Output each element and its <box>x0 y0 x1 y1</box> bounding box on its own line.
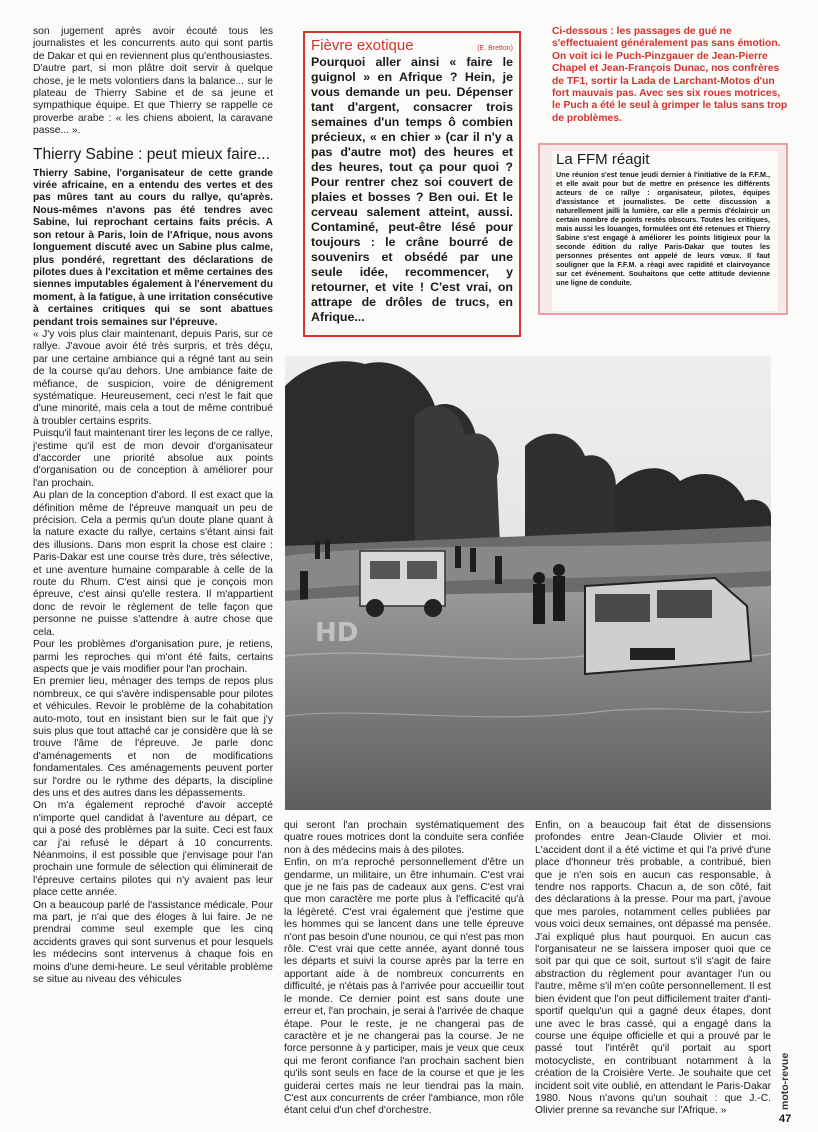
col1-para: On a beaucoup parlé de l'assistance médicale. Pour ma part, je n'ai que des éloges à lui faire. Je ne prendrai comme seul exemple que les cinq accidents graves qui sont survenus et pour lesquels les médecins sont intervenus à chaque fois en moins d'une demi-heure. Le seul véritable problème se situe au niveau des véhicules <box>33 899 273 986</box>
ffm-box <box>538 143 788 315</box>
box-title: Fièvre exotique <box>311 37 414 54</box>
magazine-brand: moto-revue <box>779 1052 791 1110</box>
box-body: Pourquoi aller ainsi « faire le guignol » en Afrique ? Hein, je vous demande un peu. Dépenser tant d'argent, consacrer trois semaines d'un temps ô combien précieux, « en chier » (car il n'y a pas d'autre mot) des heures et des heures, tout ça pour quoi ? Pour rentrer chez soi couvert de plaies et bosses ? Ben oui. Et le cerveau salement atteint, aussi. Contaminé, peut-être lésé pour toujours : le crâne bourré de souvenirs et obsédé par une seule idée, recommencer, y retourner, et vite ! C'est vrai, on attrape de drôles de trucs, en Afrique... <box>311 55 513 324</box>
ffm-body: Une réunion s'est tenue jeudi dernier à l'initiative de la F.F.M., et elle avait pour but de mettre en présence les différents acteurs de ce rallye : organisateur, pilotes, équipes d'assistance et journalistes. De cette discussion a naturellement jailli la lumière, car elle a permis d'éclaircir un certain nombre de points restés obscurs. Toutes les critiques, mais aussi les louanges, formulées ont été retenues et Thierry Sabine s'est engagé à améliorer les points litigieux pour la seconde édition du rallye Paris-Dakar que toutes les personnes présentes ont appelé de leurs vœux. Il faut souligner que la F.F.M. a réagi avec rapidité et clairvoyance sur cet événement. Souhaitons que cette attitude devienne une ligne de conduite. <box>556 170 770 287</box>
section-title: Thierry Sabine : peut mieux faire... <box>33 145 270 163</box>
col1-para: « J'y vois plus clair maintenant, depuis Paris, sur ce rallye. J'avoue avoir été très surpris, et très déçu, par une certaine ambiance qui a régné tant au sein de la course qu'au dehors. Une ambiance faite de méfiance, de suspicion, voire de dénigrement systématique. Heureusement, ceci n'est le fait que d'une minorité, mais cela a tout de même contribué à troubler certains esprits. <box>33 328 273 427</box>
col1-para: On m'a également reproché d'avoir accepté n'importe quel candidat à l'aventure au départ, ce qui a posé des problèmes par la suite. Ceci est faux car j'ai refusé le départ à 10 concurrents. Néanmoins, il est possible que j'envisage pour l'an prochain une formule de sélection qui éliminerait de l'épreuve certains pilotes qui n'y avaient pas leur place cette année. <box>33 800 273 899</box>
ford-crossing-photo <box>285 356 771 810</box>
col2-para: qui seront l'an prochain systématiquement des quatre roues motrices dont la conduite sera confiée non à des médecins mais à des pilotes. <box>284 820 524 856</box>
col1-para: Pour les problèmes d'organisation pure, je retiens, parmi les reproches qui m'ont été faits, certains aspects que je vais modifier pour l'an prochain. <box>33 639 273 675</box>
page-number: 47 <box>779 1113 792 1125</box>
fievre-exotique-box <box>303 31 521 337</box>
photo-caption: Ci-dessous : les passages de gué ne s'effectuaient généralement pas sans émotion. On voit ici le Puch-Pinzgauer de Jean-Pierre Chapel et Jean-François Dunac, nos confrères de TF1, sortir la Lada de Larchant-Motos d'un fort mauvais pas. Avec ses six roues motrices, le Puch a été le seul à grimper le talus sans trop de problèmes. <box>552 26 788 124</box>
section-lead: Thierry Sabine, l'organisateur de cette grande virée africaine, en a entendu des vertes et des pas mûres tant au cours du rallye, qu'après. Nous-mêmes n'avons pas été tendres avec Sabine, lui reprochant certains faits précis. A son retour à Paris, loin de l'Afrique, nous avons longuement discuté avec un Sabine plus calme, plus pondéré, regrettant des déclarations de pilotes dues à l'excitation et même certaines des siennes imputables également à l'énervement du moment, à la fatigue, à une irritation consécutive à certaines critiques qui se sont abattues pendant trois semaines sur l'épreuve. <box>33 167 273 328</box>
col1-para: D'autre part, si mon plâtre doit servir à quelque chose, je le mets volontiers dans la balance... sur le plateau de Thierry Sabine et de sa jeune et sympathique équipe. Et que Thierry se rappelle ce proverbe arabe : « les chiens aboient, la caravane passe... ». <box>33 63 273 137</box>
column-3 <box>535 820 771 1118</box>
col1-para: son jugement après avoir écouté tous les journalistes et les concurrents auto qui sont partis de Dakar et qui en reviennent plus qu'enthousiastes. <box>33 26 273 62</box>
col2-para: Enfin, on m'a reproché personnellement d'être un gendarme, un militaire, un être inhumain. C'est vrai que je ne fais pas de cadeaux aux gens. C'est vrai que mon caractère me porte plus à l'efficacité qu'à la légèreté. C'est vrai également que j'estime que les hommes qui se lancent dans une telle épreuve n'ont pas besoin d'une nounou, ce qui n'est pas mon rôle. C'est vrai que cette année, ayant donné tous les départs et suivi la course après par la terre en apportant aide à de nombreux concurrents en difficulté, je n'étais pas à l'arrivée pour accueillir tout le monde. Ce dernier point est sans doute une erreur et, l'an prochain, je serai à l'arrivée de chaque étape. Pour le reste, je ne changerai pas de caractère et je ne changerai pas la course. Je ne force personne à y participer, mais je veux que ceux qui me feront confiance l'an prochain sachent bien qu'ils sont seuls en face de la course et que je les guiderai certes mais ne leur tiendrai pas la main. C'est aux concurrents de créer l'ambiance, mon rôle étant celui d'un chef d'orchestre. <box>284 857 524 1117</box>
col1-para: En premier lieu, ménager des temps de repos plus nombreux, ce qui s'avère indispensable pour pilotes et véhicules. Revoir le problème de la cohabitation auto-moto, tout en insistant bien sur le fait que j'y suis plus que tout attaché car je considère que là se trouve l'âme de l'épreuve. Je parle donc d'aménagements et non de modifications fondamentales. Ces aménagements peuvent porter sur l'ordre ou le rythme des départs, la discipline des uns et des autres dans les dépassements. <box>33 676 273 799</box>
ffm-title: La FFM réagit <box>556 151 650 168</box>
column-2 <box>284 820 524 1118</box>
box-byline: (E. Bretton) <box>477 45 513 52</box>
watermark-text: HD <box>315 618 359 648</box>
col1-para: Au plan de la conception d'abord. Il est exact que la définition même de l'épreuve manquait un peu de précision. Cela a permis qu'un doute plane quant à la nature exacte du rallye, certains s'étant ainsi fait des illusions. Dans mon esprit la chose est claire : Paris-Dakar est une course très dure, très sélective, et une aventure humaine comparable à celle de la route du Rhum. C'est ainsi que je conçois mon épreuve, c'est ainsi qu'elle restera. Il m'appartient donc de revoir le règlement de telle façon que personne ne puisse s'attendre à autre chose que cela. <box>33 490 273 638</box>
col3-para: Enfin, on a beaucoup fait état de dissensions profondes entre Jean-Claude Olivier et moi. L'accident dont il a été victime et qui l'a privé d'une place d'honneur très probable, a contribué, bien que je n'en sois en aucun cas responsable, à tendre nos rapports. Chacun a, de son côté, fait des déclarations à la presse. Pour ma part, j'avoue que mes paroles, notamment celles publiées par vous voici deux semaines, ont dépassé ma pensée. J'ai expliqué plus haut pourquoi. En aucun cas l'organisateur ne se laissera imposer quoi que ce soit par qui que ce soit, surtout s'il s'agit de faire abstraction du règlement pour avantager l'un ou l'autre, même s'il m'en coûte personnellement. Il est bien évident que l'on peut difficilement traiter d'anti-sportif quelqu'un qui a gagné deux étapes, dont une avec le bras cassé, qui a engagé dans la course une équipe officielle et qui a prouvé par le passé tout l'intérêt qu'il portait au sport motocycliste, en contribuant notamment à la création de la Croisière Verte. Je souhaite que cet incident soit vite oublié, en attendant le Paris-Dakar 1980. Nous n'avons qu'un souhait : que J.-C. Olivier prenne sa revanche sur l'Afrique. » <box>535 820 771 1117</box>
col1-para: Puisqu'il faut maintenant tirer les leçons de ce rallye, j'estime qu'il est de mon devoir d'organisateur d'accorder une priorité absolue aux points d'organisation ou de conception à améliorer pour l'an prochain. <box>33 428 273 489</box>
column-1 <box>33 26 273 986</box>
